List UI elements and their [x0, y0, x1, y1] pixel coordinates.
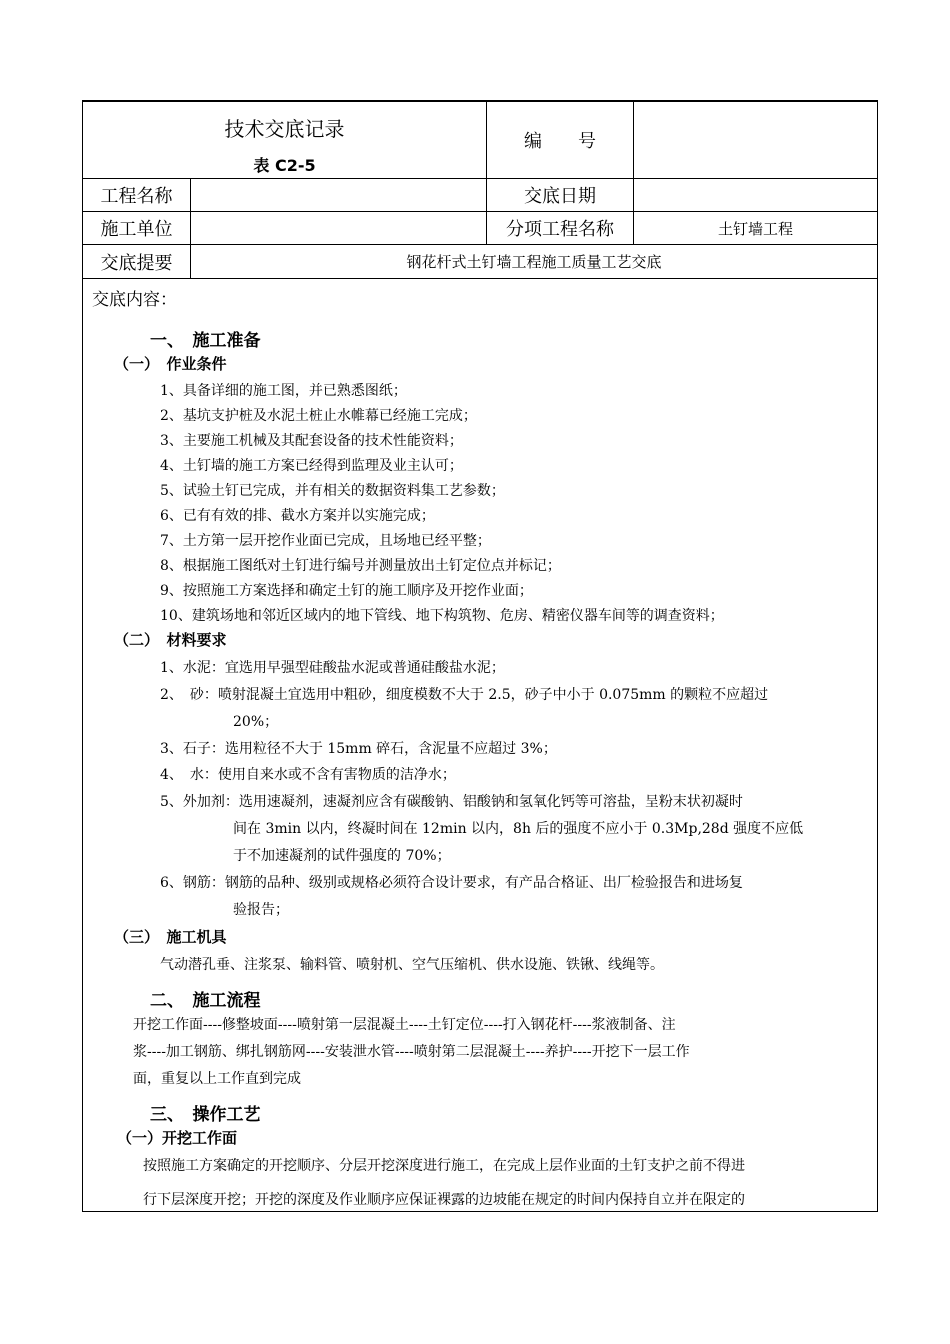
- table-right-border: [877, 100, 878, 1212]
- sub-project-value: 土钉墙工程: [717, 219, 793, 238]
- material-item-continued: 20%；: [233, 714, 279, 730]
- list-item: 10、建筑场地和邻近区域内的地下管线、地下构筑物、危房、精密仪器车间等的调查资料；: [160, 608, 724, 624]
- operation-text: 行下层深度开挖；开挖的深度及作业顺序应保证裸露的边坡能在规定的时间内保持自立并在限定的: [143, 1192, 745, 1208]
- row-divider: [82, 278, 878, 279]
- section-3-heading: 三、 操作工艺: [150, 1105, 261, 1125]
- project-name-label: 工程名称: [100, 186, 173, 207]
- subsection-3-heading: （三） 施工机具: [114, 928, 227, 946]
- process-flow-line: 开挖工作面----修整坡面----喷射第一层混凝土----土钉定位----打入钢花杆----浆液制备、注: [133, 1017, 676, 1033]
- sub-project-label: 分项工程名称: [506, 219, 614, 240]
- date-value: [634, 179, 877, 211]
- table-bottom-border: [82, 1211, 878, 1212]
- section-1-heading: 一、 施工准备: [150, 331, 261, 351]
- subsection-1-heading: （一） 作业条件: [114, 355, 227, 373]
- list-item: 3、主要施工机械及其配套设备的技术性能资料；: [160, 433, 463, 449]
- list-item: 6、已有有效的排、截水方案并以实施完成；: [160, 508, 435, 524]
- tools-text: 气动潜孔垂、注浆泵、输料管、喷射机、空气压缩机、供水设施、铁锹、线绳等。: [160, 957, 664, 973]
- material-item-continued: 间在 3min 以内，终凝时间在 12min 以内，8h 后的强度不应小于 0.3Mp,28d 强度不应低: [233, 821, 804, 837]
- process-flow-line: 浆----加工钢筋、绑扎钢筋网----安装泄水管----喷射第二层混凝土----养护----开挖下一层工作: [133, 1044, 690, 1060]
- section-2-heading: 二、 施工流程: [150, 991, 261, 1011]
- subsection-2-heading: （二） 材料要求: [114, 631, 227, 649]
- content-intro: 交底内容：: [92, 290, 177, 310]
- unit-value: [191, 212, 486, 244]
- operation-text: 按照施工方案确定的开挖顺序、分层开挖深度进行施工，在完成上层作业面的土钉支护之前不得进: [143, 1158, 745, 1174]
- material-item: 2、 砂：喷射混凝土宜选用中粗砂，细度模数不大于 2.5，砂子中小于 0.075mm 的颗粒不应超过: [160, 687, 769, 703]
- date-label: 交底日期: [524, 186, 596, 207]
- list-item: 5、试验土钉已完成，并有相关的数据资料集工艺参数；: [160, 483, 505, 499]
- project-name-value: [191, 179, 486, 211]
- material-item-continued: 于不加速凝剂的试件强度的 70%；: [233, 848, 451, 864]
- material-item: 4、 水：使用自来水或不含有害物质的洁净水；: [160, 767, 456, 783]
- document-title: 技术交底记录: [224, 116, 345, 141]
- material-item: 3、石子：选用粒径不大于 15mm 碎石，含泥量不应超过 3%；: [160, 741, 557, 757]
- list-item: 1、具备详细的施工图，并已熟悉图纸；: [160, 383, 407, 399]
- material-item: 1、水泥：宜选用早强型硅酸盐水泥或普通硅酸盐水泥；: [160, 660, 505, 676]
- process-flow-line: 面，重复以上工作直到完成: [133, 1071, 301, 1087]
- list-item: 2、基坑支护桩及水泥土桩止水帷幕已经施工完成；: [160, 408, 477, 424]
- section-3-subheading: （一）开挖工作面: [117, 1129, 238, 1147]
- material-item: 5、外加剂：选用速凝剂，速凝剂应含有碳酸钠、铝酸钠和氢氧化钙等可溶盐，呈粉末状初凝时: [160, 794, 743, 810]
- material-item: 6、钢筋：钢筋的品种、级别或规格必须符合设计要求，有产品合格证、出厂检验报告和进场复: [160, 875, 743, 891]
- summary-value: 钢花杆式土钉墙工程施工质量工艺交底: [406, 253, 662, 271]
- serial-label: 编 号: [524, 131, 596, 152]
- material-item-continued: 验报告；: [233, 902, 289, 918]
- serial-value: [634, 102, 877, 178]
- form-number: 表 C2-5: [253, 155, 316, 175]
- list-item: 9、按照施工方案选择和确定土钉的施工顺序及开挖作业面；: [160, 583, 533, 599]
- list-item: 8、根据施工图纸对土钉进行编号并测量放出土钉定位点并标记；: [160, 558, 561, 574]
- summary-label: 交底提要: [100, 252, 173, 274]
- list-item: 7、土方第一层开挖作业面已完成，且场地已经平整；: [160, 533, 491, 549]
- list-item: 4、土钉墙的施工方案已经得到监理及业主认可；: [160, 458, 463, 474]
- unit-label: 施工单位: [100, 219, 173, 240]
